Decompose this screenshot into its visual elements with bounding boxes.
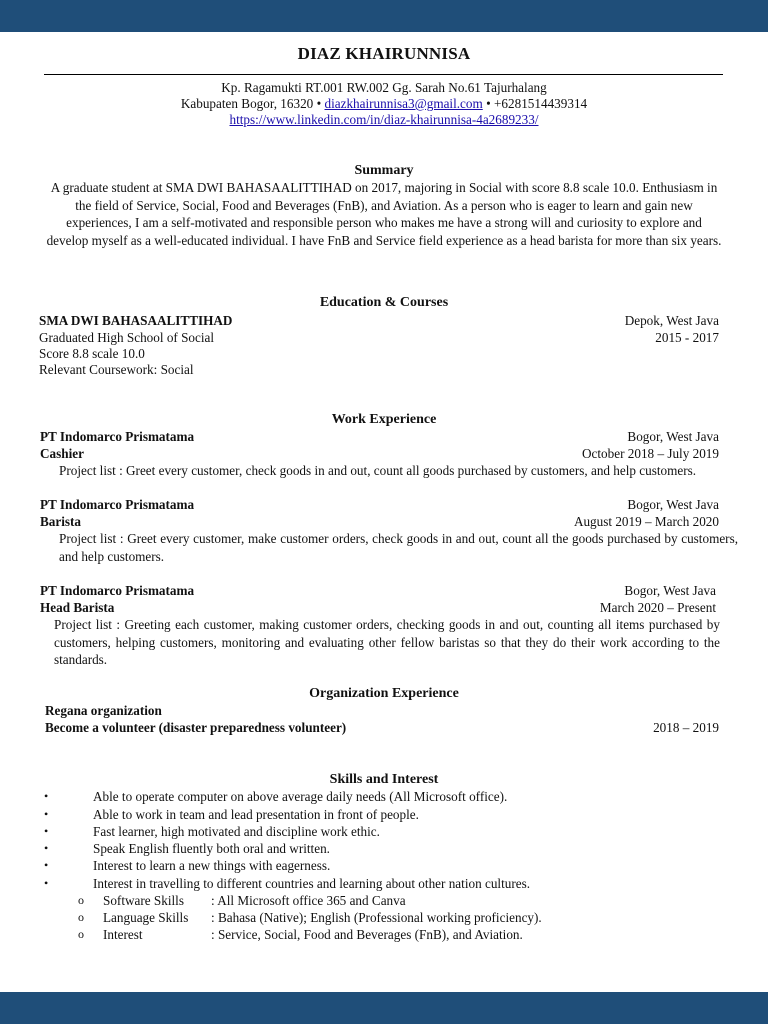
linkedin-link[interactable]: https://www.linkedin.com/in/diaz-khairunnisa-4a2689233/ [229, 112, 539, 127]
circle-bullet-icon: o [78, 893, 84, 907]
bullet-icon: • [44, 807, 49, 821]
job-company: PT Indomarco Prismatama [40, 583, 195, 598]
education-degree: Graduated High School of Social [39, 330, 215, 345]
sub-item-value: : All Microsoft office 365 and Canva [211, 893, 406, 908]
email-link[interactable]: diazkhairunnisa3@gmail.com [324, 96, 483, 111]
organization-role: Become a volunteer (disaster preparedness volunteer) [45, 720, 347, 735]
job-description: Project list : Greeting each customer, making customer orders, checking goods in and out, counting all items purchased by customers, helping customers, monitoring and evaluating other fellow baristas so that they do their work according to the standards. [54, 617, 720, 667]
job-role: Head Barista [40, 600, 115, 615]
list-item: Interest in travelling to different countries and learning about other nation cultures. [93, 876, 531, 891]
sub-item-label: Interest [103, 927, 143, 942]
summary-text: A graduate student at SMA DWI BAHASAALITTIHAD on 2017, majoring in Social with score 8.8 scale 10.0. Enthusiasm in the field of Service, Social, Food and Beverages (FnB), and Aviation. As a person who is eager to learn and gain new experiences, I am a self-motivated and responsible person who makes me have a strong will and curiosity to explore and develop myself as a well-educated individual. I have FnB and Service field experience as a head barista for more than six years. [46, 180, 722, 248]
summary-heading: Summary [354, 163, 414, 178]
sub-item-label: Language Skills [103, 910, 189, 925]
candidate-name: DIAZ KHAIRUNNISA [297, 44, 471, 63]
address-line-1: Kp. Ragamukti RT.001 RW.002 Gg. Sarah No.61 Tajurhalang [221, 80, 547, 95]
bullet-icon: • [44, 841, 49, 855]
skills-heading: Skills and Interest [329, 772, 439, 787]
education-score: Score 8.8 scale 10.0 [39, 346, 145, 361]
organization-years: 2018 – 2019 [653, 720, 719, 735]
contact-line [0, 95, 768, 112]
organization-heading: Organization Experience [309, 686, 459, 701]
work-heading: Work Experience [331, 412, 437, 427]
list-item: Interest to learn a new things with eagerness. [93, 858, 331, 873]
address-line-2: Kabupaten Bogor, 16320 • [180, 96, 322, 111]
job-role: Cashier [40, 446, 84, 461]
top-banner [0, 0, 768, 32]
education-years: 2015 - 2017 [655, 330, 719, 345]
school-location: Depok, West Java [624, 313, 719, 328]
phone-number: • +6281514439314 [486, 96, 588, 111]
education-heading: Education & Courses [319, 295, 449, 310]
job-description: Project list : Greet every customer, check goods in and out, count all goods purchased by customers, and help customers. [59, 463, 697, 478]
sub-item-value: : Bahasa (Native); English (Professional working proficiency). [211, 910, 542, 925]
job-company: PT Indomarco Prismatama [40, 497, 195, 512]
bottom-banner [0, 992, 768, 1024]
job-location: Bogor, West Java [627, 429, 719, 444]
bullet-icon: • [44, 789, 49, 803]
circle-bullet-icon: o [78, 927, 84, 941]
job-location: Bogor, West Java [627, 497, 719, 512]
list-item: Speak English fluently both oral and written. [93, 841, 330, 856]
sub-item-value: : Service, Social, Food and Beverages (FnB), and Aviation. [211, 927, 523, 942]
job-company: PT Indomarco Prismatama [40, 429, 195, 444]
job-dates: March 2020 – Present [599, 600, 716, 615]
job-dates: August 2019 – March 2020 [573, 514, 719, 529]
education-coursework: Relevant Coursework: Social [39, 362, 194, 377]
sub-item-label: Software Skills [103, 893, 184, 908]
job-location: Bogor, West Java [624, 583, 716, 598]
school-name: SMA DWI BAHASAALITTIHAD [39, 313, 233, 328]
job-description: Project list : Greet every customer, make customer orders, check goods in and out, count all the goods purchased by customers, and help customers. [59, 531, 738, 564]
bullet-icon: • [44, 858, 49, 872]
job-role: Barista [40, 514, 82, 529]
bullet-icon: • [44, 824, 49, 838]
list-item: Able to work in team and lead presentation in front of people. [93, 807, 419, 822]
organization-name: Regana organization [45, 703, 162, 718]
header-divider [44, 74, 723, 75]
list-item: Able to operate computer on above average daily needs (All Microsoft office). [93, 789, 508, 804]
circle-bullet-icon: o [78, 910, 84, 924]
list-item: Fast learner, high motivated and discipline work ethic. [93, 824, 380, 839]
bullet-icon: • [44, 876, 49, 890]
job-dates: October 2018 – July 2019 [582, 446, 719, 461]
